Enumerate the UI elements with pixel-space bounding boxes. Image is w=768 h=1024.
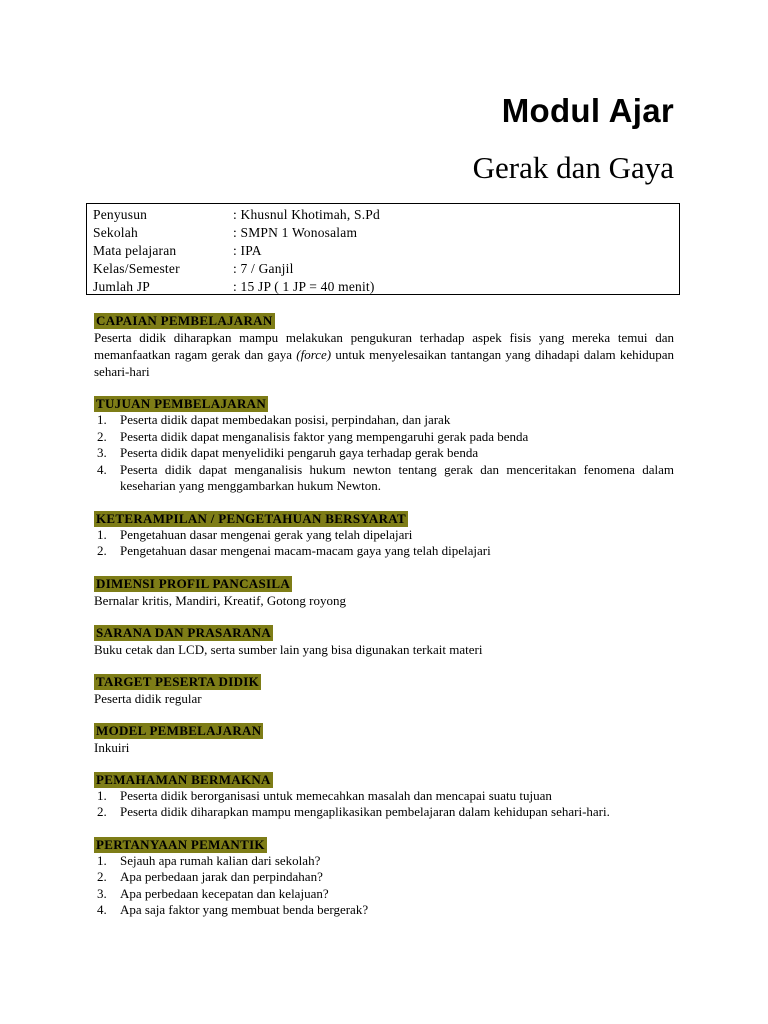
info-label: Sekolah <box>93 225 138 240</box>
pertanyaan-list <box>94 853 674 919</box>
list-item: 3. Apa perbedaan kecepatan dan kelajuan? <box>97 885 329 901</box>
capaian-text-italic: (force) <box>296 347 332 362</box>
document-content <box>94 313 674 935</box>
list-item: 3. Peserta didik dapat menyelidiki pengaruh gaya terhadap gerak benda <box>97 445 479 460</box>
list-item-text: Peserta didik dapat menyelidiki pengaruh gaya terhadap gerak benda <box>120 445 479 460</box>
keterampilan-list <box>94 527 674 560</box>
list-item: 1. Sejauh apa rumah kalian dari sekolah? <box>97 852 321 868</box>
info-value: : Khusnul Khotimah, S.Pd <box>233 207 380 222</box>
list-item-text: Peserta didik diharapkan mampu mengaplikasikan pembelajaran dalam kehidupan sehari-hari. <box>120 804 610 819</box>
section-heading: TUJUAN PEMBELAJARAN <box>96 396 267 411</box>
document-title: Modul Ajar <box>501 92 674 129</box>
info-row <box>93 260 679 278</box>
info-label: Mata pelajaran <box>93 243 177 258</box>
capaian-text-1: Peserta didik diharapkan mampu melakukan pengukuran terhadap aspek fisis yang mereka temui dan memanfaatkan ragam gerak dan gaya <box>94 330 674 362</box>
section-heading: KETERAMPILAN / PENGETAHUAN BERSYARAT <box>96 510 406 526</box>
list-item-text: Apa perbedaan jarak dan perpindahan? <box>120 869 323 884</box>
section-heading: SARANA DAN PRASARANA <box>96 624 272 640</box>
section-sarana <box>94 625 674 658</box>
info-value: : IPA <box>233 243 262 258</box>
list-item: 2. Peserta didik diharapkan mampu mengaplikasikan pembelajaran dalam kehidupan sehari-hari. <box>97 804 610 819</box>
section-heading: PERTANYAAN PEMANTIK <box>96 836 265 852</box>
info-label: Penyusun <box>93 207 148 222</box>
section-pemahaman <box>94 772 674 821</box>
section-heading: PEMAHAMAN BERMAKNA <box>96 771 271 787</box>
info-row <box>93 242 679 260</box>
section-capaian <box>94 313 674 380</box>
list-item-text: Peserta didik dapat menganalisis hukum newton tentang gerak dan menceritakan fenomena dalam keseharian yang menggambarkan hukum Newton. <box>120 461 674 493</box>
info-row <box>93 278 679 296</box>
list-item: 1. Pengetahuan dasar mengenai gerak yang telah dipelajari <box>97 526 413 542</box>
info-label: Kelas/Semester <box>93 261 180 276</box>
list-item-text: Pengetahuan dasar mengenai gerak yang telah dipelajari <box>120 526 413 542</box>
section-model <box>94 723 674 756</box>
target-text: Peserta didik regular <box>94 690 202 706</box>
list-item: 4. Peserta didik dapat menganalisis hukum newton tentang gerak dan menceritakan fenomena dalam keseharian yang menggambarkan hukum Newton. <box>97 461 674 493</box>
info-value: : SMPN 1 Wonosalam <box>233 225 358 240</box>
info-label: Jumlah JP <box>93 279 150 294</box>
section-heading: DIMENSI PROFIL PANCASILA <box>96 575 291 591</box>
model-text: Inkuiri <box>94 739 130 755</box>
tujuan-list <box>94 412 674 495</box>
list-item-text: Sejauh apa rumah kalian dari sekolah? <box>120 852 321 868</box>
info-row <box>93 224 679 242</box>
section-tujuan <box>94 396 674 495</box>
section-heading: MODEL PEMBELAJARAN <box>96 722 262 738</box>
list-item-text: Peserta didik berorganisasi untuk memecahkan masalah dan mencapai suatu tujuan <box>120 787 552 803</box>
list-item: 2. Pengetahuan dasar mengenai macam-macam gaya yang telah dipelajari <box>97 543 491 558</box>
list-item: 2. Apa perbedaan jarak dan perpindahan? <box>97 869 323 884</box>
section-heading: TARGET PESERTA DIDIK <box>96 673 260 689</box>
section-keterampilan <box>94 511 674 560</box>
list-item: 1. Peserta didik berorganisasi untuk memecahkan masalah dan mencapai suatu tujuan <box>97 787 552 803</box>
info-value: : 7 / Ganjil <box>233 261 294 276</box>
sarana-text: Buku cetak dan LCD, serta sumber lain yang bisa digunakan terkait materi <box>94 641 483 657</box>
capaian-text-2: untuk menyelesaikan tantangan yang dihadapi dalam kehidupan sehari-hari <box>94 347 674 379</box>
section-heading: CAPAIAN PEMBELAJARAN <box>96 313 273 328</box>
dimensi-text: Bernalar kritis, Mandiri, Kreatif, Gotong royong <box>94 592 346 608</box>
list-item-text: Peserta didik dapat membedakan posisi, perpindahan, dan jarak <box>120 412 451 427</box>
section-pertanyaan <box>94 837 674 919</box>
list-item: 1. Peserta didik dapat membedakan posisi, perpindahan, dan jarak <box>97 412 451 427</box>
pemahaman-list <box>94 788 674 821</box>
capaian-paragraph <box>94 329 674 380</box>
list-item: 2. Peserta didik dapat menganalisis faktor yang mempengaruhi gerak pada benda <box>97 428 529 444</box>
section-dimensi <box>94 576 674 609</box>
document-subtitle: Gerak dan Gaya <box>472 150 674 185</box>
list-item-text: Apa perbedaan kecepatan dan kelajuan? <box>120 885 329 901</box>
info-row <box>93 206 679 224</box>
list-item-text: Apa saja faktor yang membuat benda bergerak? <box>120 902 369 917</box>
section-target <box>94 674 674 707</box>
list-item-text: Peserta didik dapat menganalisis faktor yang mempengaruhi gerak pada benda <box>120 428 529 444</box>
info-value: : 15 JP ( 1 JP = 40 menit) <box>233 279 375 294</box>
list-item: 4. Apa saja faktor yang membuat benda bergerak? <box>97 902 369 917</box>
list-item-text: Pengetahuan dasar mengenai macam-macam gaya yang telah dipelajari <box>120 543 491 558</box>
identity-box <box>86 203 680 295</box>
